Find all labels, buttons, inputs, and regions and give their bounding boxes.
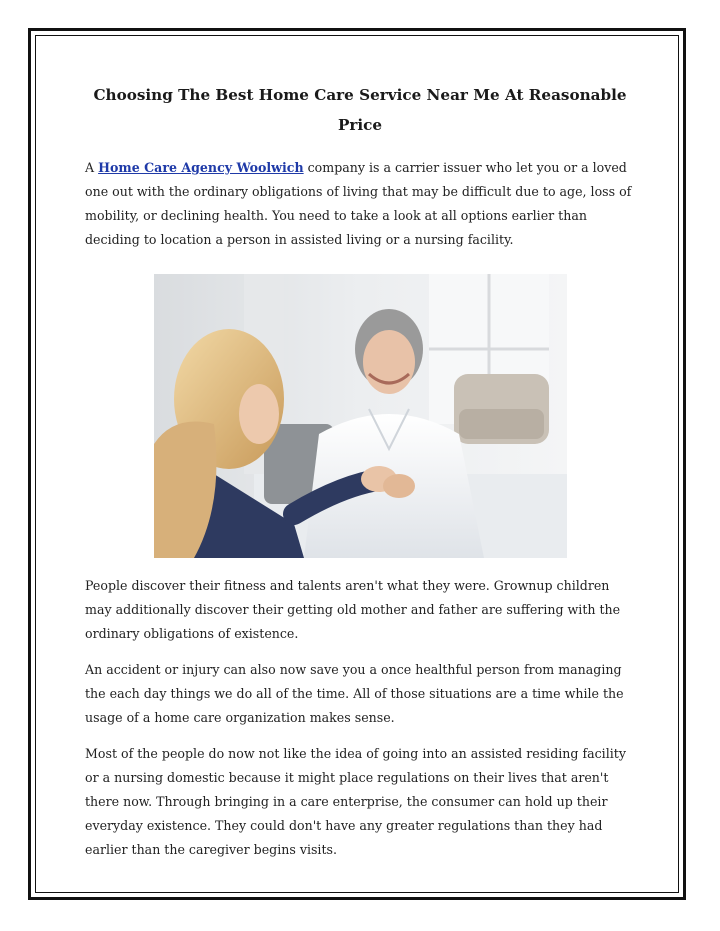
intro-prefix: A [85, 160, 99, 175]
body-paragraph-2: An accident or injury can also now save you a once healthful person from managing the each day things we do all of the time. All of those situations are a time while the usage of a home care organization makes sense. [85, 662, 624, 725]
document-title: Choosing The Best Home Care Service Near Me At Reasonable Price [93, 86, 627, 134]
intro-suffix: company is a carrier issuer who let you or a loved one out with the ordinary obligations of living that may be difficult due to age, loss of mobility, or declining health. You need to take a look at all options earlier than deciding to location a person in assisted living or a nursing facility. [85, 160, 632, 247]
intro-paragraph [85, 156, 635, 252]
body-paragraph-3: Most of the people do now not like the idea of going into an assisted residing facility or a nursing domestic because it might place regulations on their lives that aren't there now. Through bringing in a care enterprise, the consumer can hold up their everyday existence. They could don't have any greater regulations than they had earlier than the caregiver begins visits. [85, 746, 626, 857]
home-care-agency-link[interactable]: Home Care Agency Woolwich [98, 160, 304, 175]
caregiver-photo [154, 274, 567, 558]
body-paragraph-1: People discover their fitness and talents aren't what they were. Grownup children may additionally discover their getting old mother and father are suffering with the ordinary obligations of existence. [85, 578, 621, 641]
document-body [85, 80, 635, 862]
